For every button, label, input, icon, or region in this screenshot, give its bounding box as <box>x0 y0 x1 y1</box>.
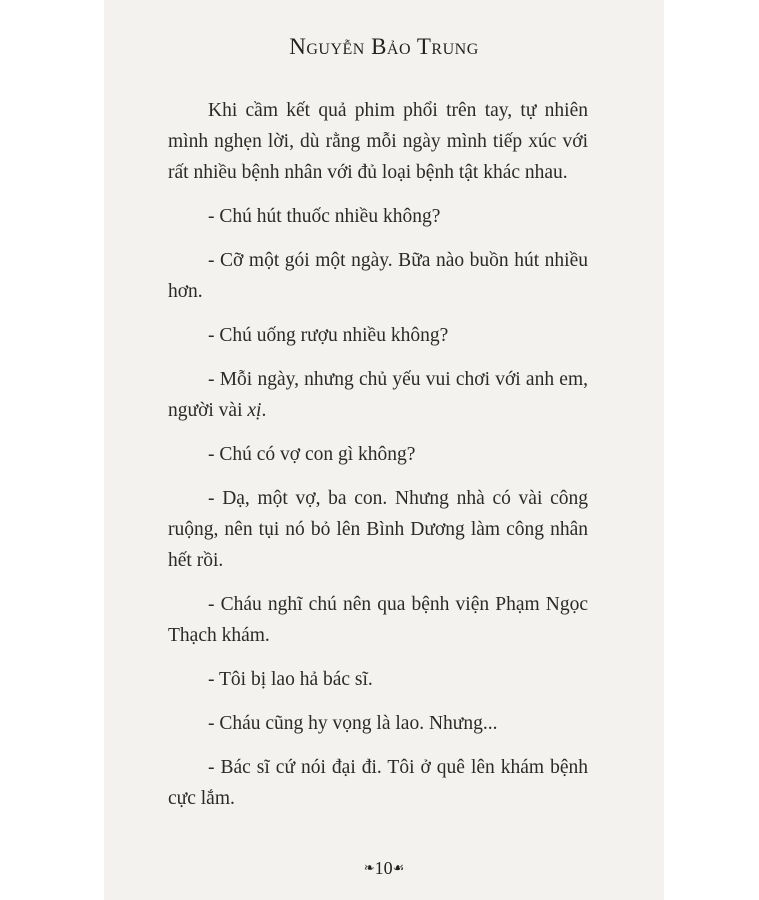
dialogue-line: - Tôi bị lao hả bác sĩ. <box>208 669 373 690</box>
dialogue-line: - Chú có vợ con gì không? <box>208 444 416 465</box>
ornament-left-icon: ❧ <box>363 860 375 875</box>
paragraph: Khi cầm kết quả phim phổi trên tay, tự nhiên mình nghẹn lời, dù rằng mỗi ngày mình tiếp xúc với rất nhiều bệnh nhân với đủ loại bệnh tật khác nhau. <box>168 100 588 183</box>
dialogue-line: - Dạ, một vợ, ba con. Nhưng nhà có vài công ruộng, nên tụi nó bỏ lên Bình Dương làm công nhân hết rồi. <box>168 488 588 571</box>
page-number <box>104 858 664 879</box>
dialogue-line: - Chú uống rượu nhiều không? <box>208 325 449 346</box>
dialogue-line: - Cỡ một gói một ngày. Bữa nào buồn hút nhiều hơn. <box>168 250 588 302</box>
dialogue-line: - Bác sĩ cứ nói đại đi. Tôi ở quê lên khám bệnh cực lắm. <box>168 757 588 809</box>
period: . <box>261 400 267 421</box>
dialogue-text: - Mỗi ngày, nhưng chủ yếu vui chơi với anh em, người vài <box>168 369 588 421</box>
running-header-author: Nguyễn Bảo Trung <box>289 34 479 59</box>
italic-word: xị <box>247 400 262 421</box>
dialogue-line: - Cháu cũng hy vọng là lao. Nhưng... <box>208 713 498 734</box>
body-text <box>168 95 588 827</box>
page-number-text: 10 <box>374 858 393 878</box>
book-page <box>104 0 664 900</box>
dialogue-line <box>168 364 588 426</box>
ornament-right-icon: ☙ <box>392 860 405 875</box>
dialogue-line: - Cháu nghĩ chú nên qua bệnh viện Phạm Ngọc Thạch khám. <box>168 594 588 646</box>
dialogue-line: - Chú hút thuốc nhiều không? <box>208 206 441 227</box>
